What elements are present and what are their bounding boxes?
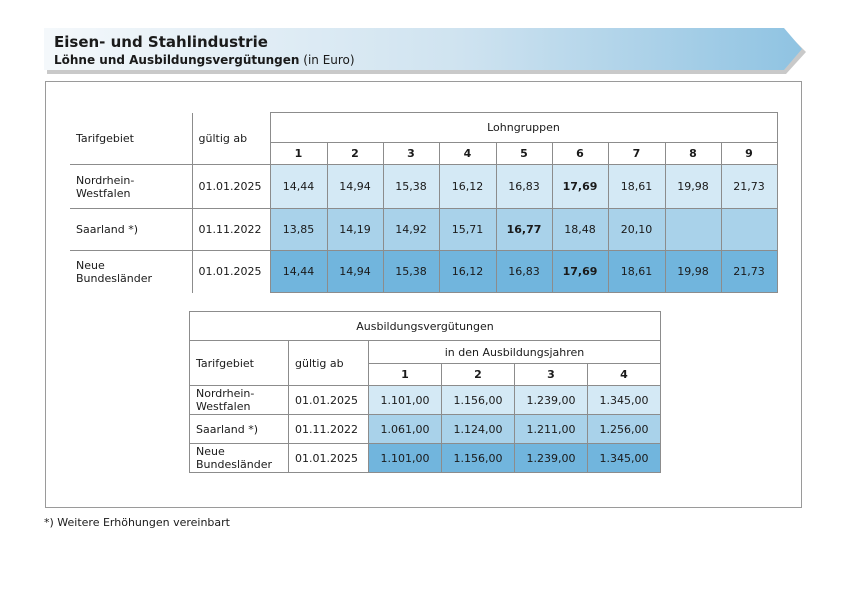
region-line-1: Nordrhein-: [76, 173, 135, 187]
value-cell: 18,61: [608, 251, 665, 293]
value-cell: 16,77: [496, 209, 552, 251]
lohn-group-2: 2: [327, 143, 383, 165]
value-cell: 17,69: [552, 251, 608, 293]
region-label: [70, 251, 192, 293]
region-line-1: Neue: [76, 258, 105, 272]
lohn-group-5: 5: [496, 143, 552, 165]
aus-header-gueltig: gültig ab: [289, 341, 369, 386]
value-cell: [665, 209, 721, 251]
value-cell: 1.124,00: [442, 415, 515, 444]
value-cell: 16,83: [496, 165, 552, 209]
page-subtitle: [54, 53, 355, 67]
date-cell: 01.01.2025: [289, 444, 369, 473]
value-cell: 14,94: [327, 251, 383, 293]
value-cell: 17,69: [552, 165, 608, 209]
value-cell: 13,85: [270, 209, 327, 251]
aus-year-3: 3: [515, 364, 588, 386]
lohn-header-tarifgebiet: Tarifgebiet: [70, 113, 192, 165]
aus-year-2: 2: [442, 364, 515, 386]
region-label: [190, 386, 289, 415]
page-title: Eisen- und Stahlindustrie: [54, 33, 268, 51]
region-label: [70, 209, 192, 251]
value-cell: 1.256,00: [588, 415, 661, 444]
table-row: [190, 444, 661, 473]
region-line-2: Westfalen: [196, 400, 251, 413]
value-cell: 18,61: [608, 165, 665, 209]
value-cell: 1.211,00: [515, 415, 588, 444]
value-cell: 1.156,00: [442, 444, 515, 473]
date-cell: 01.01.2025: [192, 251, 270, 293]
value-cell: 15,38: [383, 165, 439, 209]
region-line-2: Bundesländer: [76, 271, 153, 285]
table-row: [190, 415, 661, 444]
value-cell: 14,94: [327, 165, 383, 209]
lohn-header-gueltig: gültig ab: [192, 113, 270, 165]
value-cell: 1.101,00: [369, 444, 442, 473]
region-line-1: Saarland *): [196, 422, 259, 436]
subtitle-unit: (in Euro): [299, 53, 355, 67]
value-cell: 1.101,00: [369, 386, 442, 415]
aus-header-tarifgebiet: Tarifgebiet: [190, 341, 289, 386]
value-cell: 20,10: [608, 209, 665, 251]
value-cell: 21,73: [721, 251, 777, 293]
value-cell: 1.239,00: [515, 386, 588, 415]
lohn-table: [70, 112, 778, 293]
lohn-group-9: 9: [721, 143, 777, 165]
region-line-2: Westfalen: [76, 186, 131, 200]
lohn-group-8: 8: [665, 143, 721, 165]
date-cell: 01.01.2025: [192, 165, 270, 209]
value-cell: 1.061,00: [369, 415, 442, 444]
value-cell: 15,71: [439, 209, 496, 251]
date-cell: 01.11.2022: [192, 209, 270, 251]
lohn-group-6: 6: [552, 143, 608, 165]
value-cell: 16,12: [439, 165, 496, 209]
table-row: [70, 251, 777, 293]
value-cell: 14,44: [270, 165, 327, 209]
region-line-1: Neue: [196, 445, 225, 458]
value-cell: 19,98: [665, 165, 721, 209]
region-line-2: Bundesländer: [196, 458, 273, 471]
region-label: [70, 165, 192, 209]
value-cell: 16,83: [496, 251, 552, 293]
subtitle-bold: Löhne und Ausbildungsvergütungen: [54, 53, 300, 67]
value-cell: 16,12: [439, 251, 496, 293]
aus-header-jahre: in den Ausbildungsjahren: [369, 341, 661, 364]
value-cell: 14,44: [270, 251, 327, 293]
value-cell: 19,98: [665, 251, 721, 293]
region-line-1: Saarland *): [76, 223, 139, 236]
title-banner: [44, 28, 804, 74]
lohn-group-3: 3: [383, 143, 439, 165]
lohn-header-lohngruppen: Lohngruppen: [270, 113, 777, 143]
aus-year-4: 4: [588, 364, 661, 386]
value-cell: 18,48: [552, 209, 608, 251]
value-cell: [721, 209, 777, 251]
footnote: *) Weitere Erhöhungen vereinbart: [44, 516, 230, 529]
table-row: [70, 209, 777, 251]
lohn-group-4: 4: [439, 143, 496, 165]
ausbildung-title: Ausbildungsvergütungen: [190, 312, 661, 341]
value-cell: 1.239,00: [515, 444, 588, 473]
region-line-1: Nordrhein-: [196, 387, 255, 400]
aus-year-1: 1: [369, 364, 442, 386]
value-cell: 1.345,00: [588, 444, 661, 473]
value-cell: 21,73: [721, 165, 777, 209]
value-cell: 15,38: [383, 251, 439, 293]
value-cell: 14,92: [383, 209, 439, 251]
ausbildung-table: [189, 311, 661, 473]
value-cell: 14,19: [327, 209, 383, 251]
value-cell: 1.345,00: [588, 386, 661, 415]
lohn-group-1: 1: [270, 143, 327, 165]
region-label: [190, 415, 289, 444]
date-cell: 01.01.2025: [289, 386, 369, 415]
region-label: [190, 444, 289, 473]
date-cell: 01.11.2022: [289, 415, 369, 444]
table-row: [70, 165, 777, 209]
table-row: [190, 386, 661, 415]
lohn-group-7: 7: [608, 143, 665, 165]
value-cell: 1.156,00: [442, 386, 515, 415]
